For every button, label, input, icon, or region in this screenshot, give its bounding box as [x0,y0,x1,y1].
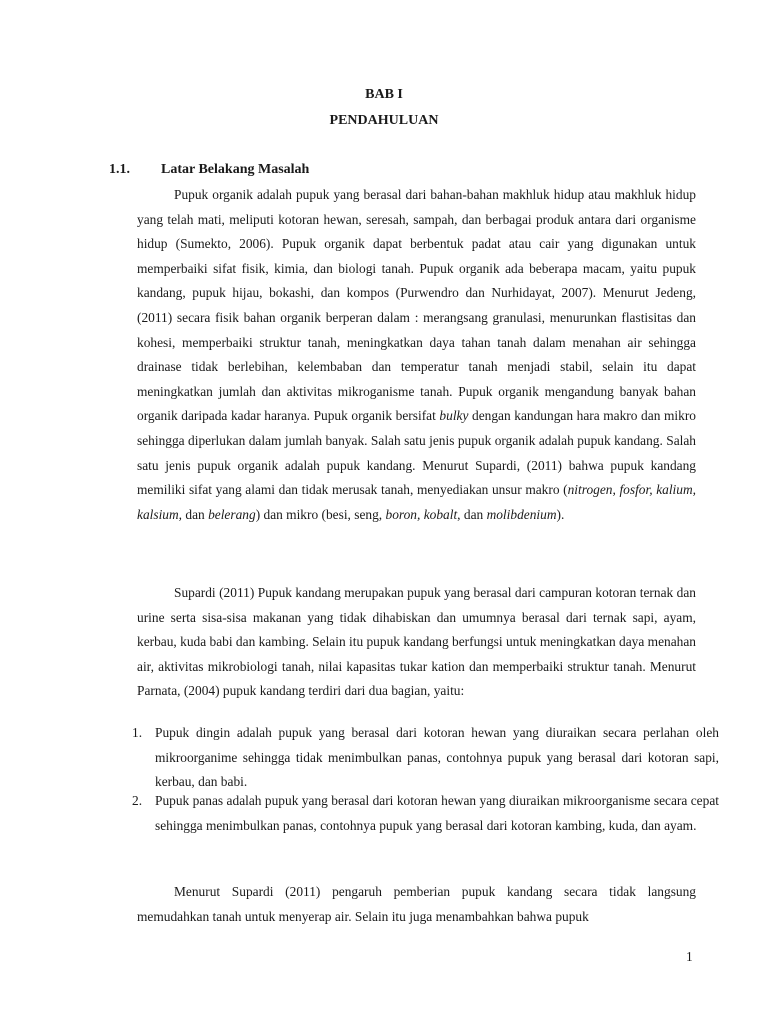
p1-italic-bulky: bulky [439,408,469,424]
section-heading [109,162,309,178]
p1-text-f: ). [556,506,565,522]
paragraph-2 [137,581,696,704]
paragraph-1 [137,183,696,527]
p1-italic-molibdenium: molibdenium [486,506,557,522]
p1-text-e: , dan [457,506,484,522]
list-item [132,789,719,838]
list-item-text: Pupuk panas adalah pupuk yang berasal dari kotoran hewan yang diuraikan mikroorganisme secara cepat sehingga menimbulkan panas, contohnya pupuk yang berasal dari kotoran kambing, kuda, dan ayam. [155,793,719,833]
page-number: 1 [686,949,693,964]
p1-italic-belerang: belerang [208,506,256,522]
p1-text-c: dan [185,506,205,522]
paragraph-3 [137,880,696,929]
section-title: Latar Belakang Masalah [161,162,310,177]
list-item [132,721,719,795]
list-item-number: 1. [132,725,143,740]
section-number: 1.1. [109,162,130,177]
paragraph-3-text: Menurut Supardi (2011) pengaruh pemberian pupuk kandang secara tidak langsung memudahkan tanah untuk menyerap air. Selain itu juga menambahkan bahwa pupuk [137,884,696,924]
chapter-number: BAB I [365,87,403,102]
list-item-text: Pupuk dingin adalah pupuk yang berasal dari kotoran hewan yang diuraikan secara perlahan oleh mikroorganime sehingga tidak menimbulkan panas, contohnya pupuk yang berasal dari kotoran sapi, kerbau, dan babi. [155,725,719,790]
p1-italic-micro: boron, kobalt [385,506,458,522]
p1-text-d: ) dan mikro (besi, seng, [255,506,383,522]
paragraph-2-text: Supardi (2011) Pupuk kandang merupakan pupuk yang berasal dari campuran kotoran ternak dan urine serta sisa-sisa makanan yang tidak dihabiskan dan umumnya berasal dari ternak sapi, ayam, kerbau, kuda babi dan kambing. Selain itu pupuk kandang berfungsi untuk meningkatkan daya menahan air, aktivitas mikrobiologi tanah, nilai kapasitas tukar kation dan memperbaiki struktur tanah. Menurut Parnata, (2004) pupuk kandang terdiri dari dua bagian, yaitu: [137,585,696,699]
chapter-title: PENDAHULUAN [329,113,439,128]
p1-text-a: Pupuk organik adalah pupuk yang berasal dari bahan-bahan makhluk hidup atau makhluk hidup yang telah mati, meliputi kotoran hewan, seresah, sampah, dan berbagai produk antara dari organisme hidup (Sumekto, 2006). Pupuk organik dapat berbentuk padat atau cair yang digunakan untuk memperbaiki sifat fisik, kimia, dan biologi tanah. Pupuk organik ada beberapa macam, yaitu pupuk kandang, pupuk hijau, bokashi, dan kompos (Purwendro dan Nurhidayat, 2007). Menurut Jedeng, (2011) secara fisik bahan organik berperan dalam : merangsang granulasi, menurunkan flastisitas dan kohesi, memperbaiki struktur tanah, meningkatkan daya tahan tanah dalam menahan air sehingga drainase tidak berlebihan, kelembaban dan temperatur tanah menjadi stabil, selain itu dapat meningkatkan jumlah dan aktivitas mikroganisme tanah. Pupuk organik mengandung banyak bahan organik daripada kadar haranya. Pupuk organik bersifat [137,187,696,424]
list-item-number: 2. [132,793,143,808]
p1-text-b: dengan kandungan hara makro dan mikro sehingga diperlukan dalam jumlah banyak. Salah satu jenis pupuk organik adalah pupuk kandang. Salah satu jenis pupuk organik adalah pupuk kandang. Menurut Supardi, (2011) bahwa pupuk kandang memiliki sifat yang alami dan tidak merusak tanah, menyediakan unsur makro ( [137,408,696,498]
p1-italic-macro: nitrogen, fosfor, kalium, kalsium, [137,482,696,522]
